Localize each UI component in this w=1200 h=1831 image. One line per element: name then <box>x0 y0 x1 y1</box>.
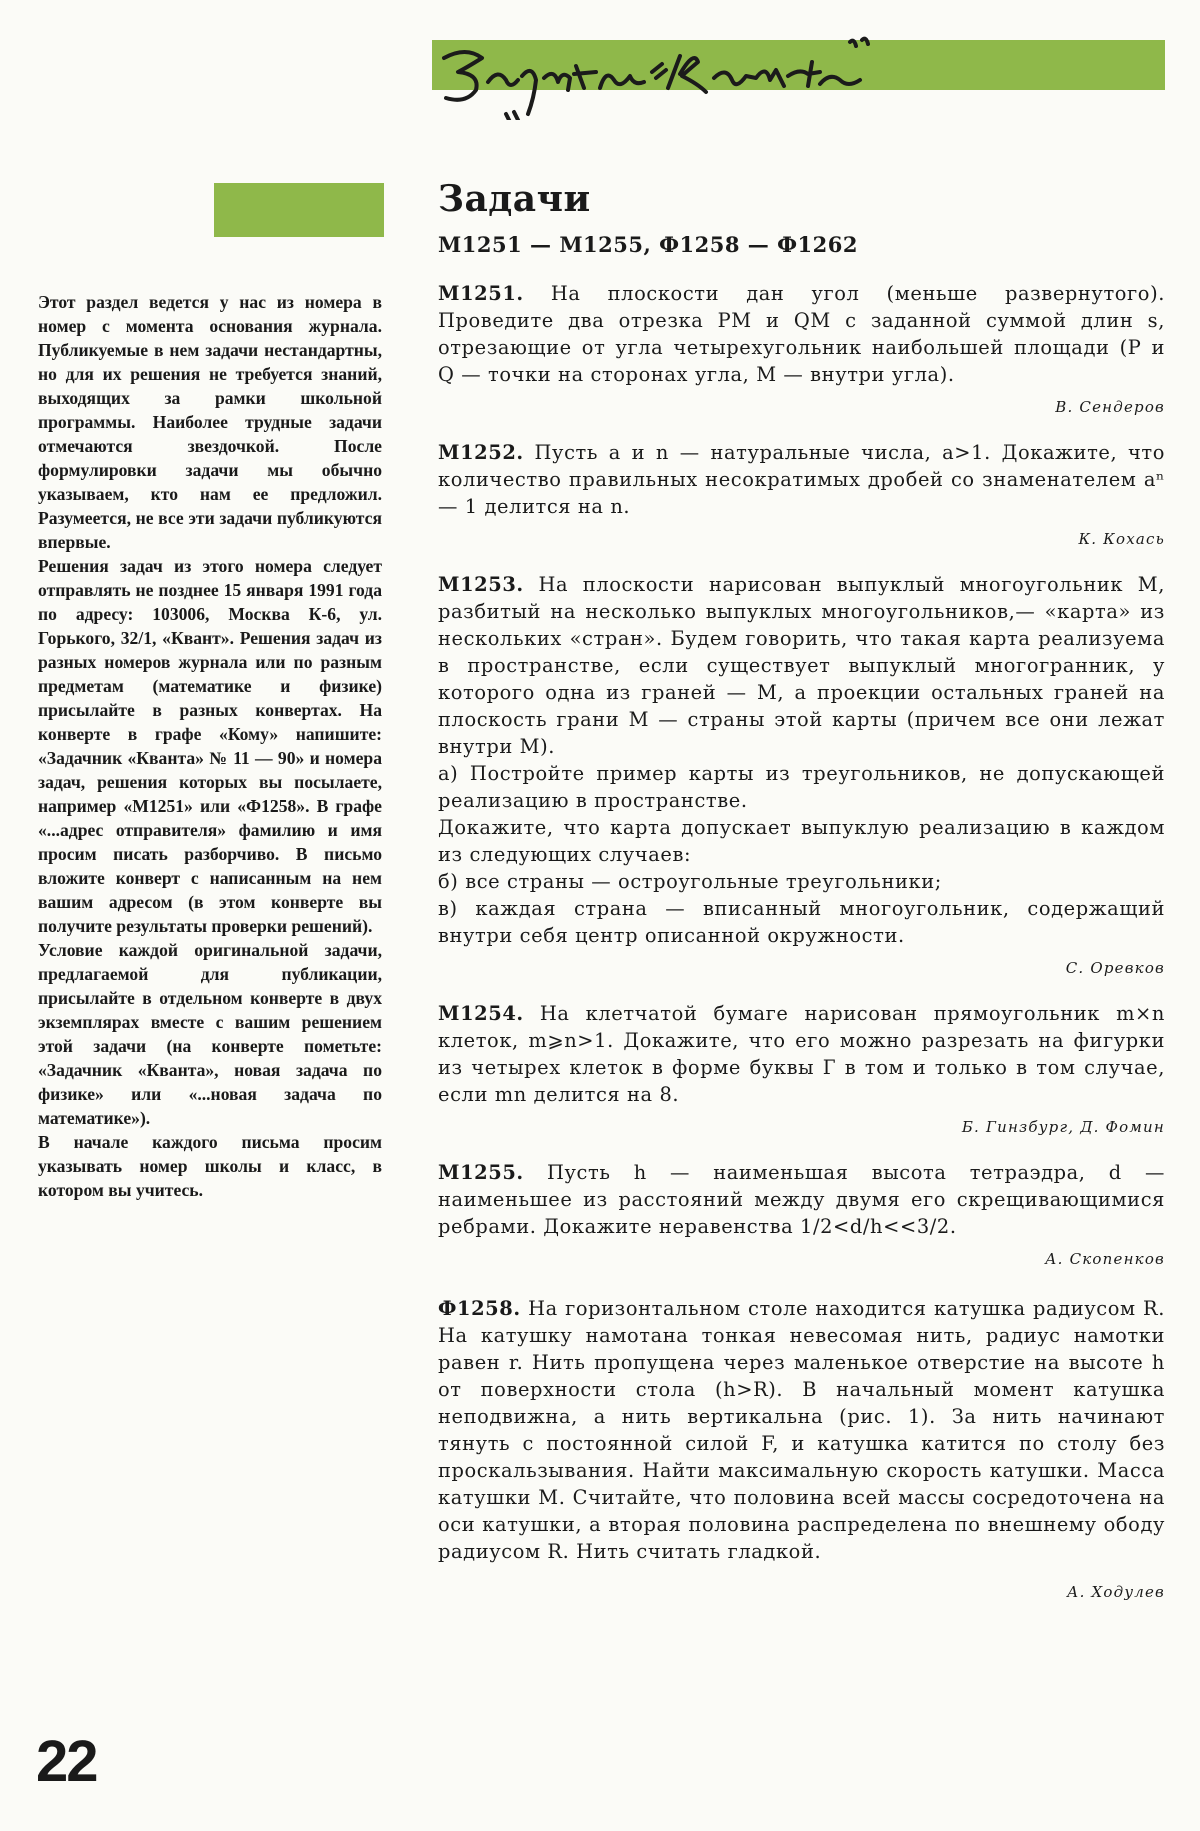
problem-m1255 <box>438 1159 1165 1273</box>
problem-code: М1255. <box>438 1161 524 1184</box>
sidebar-paragraph: Условие каждой оригинальной задачи, предлагаемой для публикации, присылайте в отдельном конверте в двух экземплярах вместе с вашим решением этой задачи (на конверте пометьте: «Задачник «Кванта», новая задача по физике» или «...новая задача по математике»). <box>38 940 382 1128</box>
problem-body <box>438 1295 1165 1565</box>
problem-code: М1252. <box>438 441 524 464</box>
problem-author: А. Скопенков <box>1045 1250 1165 1268</box>
sidebar-paragraph: Решения задач из этого номера следует отправлять не позднее 15 января 1991 года по адресу: 103006, Москва К-6, ул. Горького, 32/1, «Квант». Решения задач из разных номеров журнала или по разным предметам (математике и физике) присылайте в разных конвертах. На конверте в графе «Кому» напишите: «Задачник «Кванта» № 11 — 90» и номера задач, решения которых вы посылаете, например «М1251» или «Ф1258». В графе «...адрес отправителя» фамилию и имя просим писать разборчиво. В письмо вложите конверт с написанным на нем вашим адресом (в этом конверте вы получите результаты проверки решений). <box>38 556 382 936</box>
sidebar-paragraph: В начале каждого письма просим указывать номер школы и класс, в котором вы учитесь. <box>38 1132 382 1200</box>
problem-body <box>438 1159 1165 1240</box>
problem-author: С. Оревков <box>1065 959 1165 977</box>
page-title: Задачи <box>438 178 591 220</box>
problem-part-a: а) Постройте пример карты из треугольников, не допускающей реализацию в пространстве. <box>438 762 1165 812</box>
header-script-logo <box>436 28 896 120</box>
problem-body <box>438 1000 1165 1108</box>
problem-author: Б. Гинзбург, Д. Фомин <box>961 1118 1165 1136</box>
problem-code: М1253. <box>438 573 524 596</box>
problem-m1253 <box>438 571 1165 982</box>
sidebar-paragraph: Этот раздел ведется у нас из номера в номер с момента основания журнала. Публикуемые в нем задачи нестандартны, но для их решения не требуется знаний, выходящих за рамки школьной программы. Наиболее трудные задачи отмечаются звездочкой. После формулировки задачи мы обычно указываем, кто нам ее предложил. Разумеется, не все эти задачи публикуются впервые. <box>38 292 382 552</box>
problem-text: На клетчатой бумаге нарисован прямоугольник m×n клеток, m⩾n>1. Докажите, что его можно разрезать на фигурки из четырех клеток в форме буквы Г в том и только в том случае, если mn делится на 8. <box>438 1002 1165 1106</box>
problem-m1251 <box>438 280 1165 421</box>
problem-body <box>438 571 1165 760</box>
problem-range-subtitle: М1251 — М1255, Ф1258 — Ф1262 <box>438 232 858 257</box>
problem-part-c: в) каждая страна — вписанный многоугольник, содержащий внутри себя центр описанной окружности. <box>438 897 1165 947</box>
problem-code: М1254. <box>438 1002 524 1025</box>
problem-part-b: б) все страны — остроугольные треугольники; <box>438 870 942 893</box>
problem-m1254 <box>438 1000 1165 1141</box>
sidebar-green-block <box>214 183 384 237</box>
problem-m1252 <box>438 439 1165 553</box>
page-number: 22 <box>36 1729 97 1794</box>
problem-body <box>438 280 1165 388</box>
problem-text: Пусть a и n — натуральные числа, a>1. Докажите, что количество правильных несократимых дробей со знаменателем aⁿ — 1 делится на n. <box>438 441 1166 518</box>
problem-text: Пусть h — наименьшая высота тетраэдра, d — наименьшее из расстояний между двумя его скрещивающимися ребрами. Докажите неравенства 1/2<d/h<<3/2. <box>438 1161 1166 1238</box>
problem-author: В. Сендеров <box>1055 398 1165 416</box>
problem-prove-statement: Докажите, что карта допускает выпуклую реализацию в каждом из следующих случаев: <box>438 816 1165 866</box>
problem-code: Ф1258. <box>438 1297 521 1320</box>
problem-f1258 <box>438 1295 1165 1606</box>
problem-body <box>438 439 1165 520</box>
problem-text: На плоскости нарисован выпуклый многоугольник M, разбитый на несколько выпуклых многоугольников,— «карта» из нескольких «стран». Будем говорить, что такая карта реализуема в пространстве, если существует выпуклый многогранник, у которого одна из граней — M, а проекции остальных граней на плоскость грани M — страны этой карты (причем все они лежат внутри M). <box>438 573 1165 758</box>
problem-text: На плоскости дан угол (меньше развернутого). Проведите два отрезка PM и QM с заданной суммой длин s, отрезающие от угла четырехугольник наибольшей площади (P и Q — точки на сторонах угла, M — внутри угла). <box>438 282 1166 386</box>
problems-column <box>438 280 1165 1606</box>
problem-author: К. Кохась <box>1078 530 1165 548</box>
sidebar-instructions <box>38 290 382 1202</box>
problem-text: На горизонтальном столе находится катушка радиусом R. На катушку намотана тонкая невесомая нить, радиус намотки равен r. Нить пропущена через маленькое отверстие на высоте h от поверхности стола (h>R). В начальный момент катушка неподвижна, а нить вертикальна (рис. 1). За нить начинают тянуть с постоянной силой F, и катушка катится по столу без проскальзывания. Найти максимальную скорость катушки. Масса катушки M. Считайте, что половина всей массы сосредоточена на оси катушки, а вторая половина распределена по внешнему ободу радиусом R. Нить считать гладкой. <box>438 1297 1166 1563</box>
problem-author: А. Ходулев <box>1067 1583 1165 1601</box>
problem-code: М1251. <box>438 282 524 305</box>
